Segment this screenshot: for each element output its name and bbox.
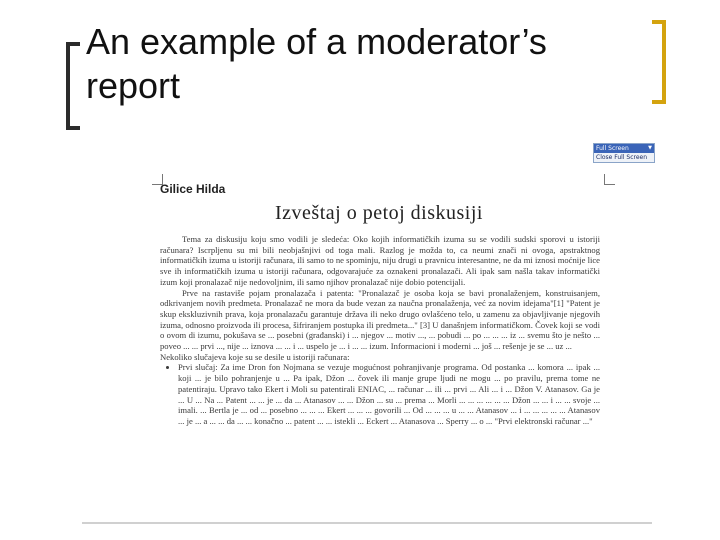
document-paragraph: Tema za diskusiju koju smo vodili je sledeća: Oko kojih informatičkih izuma su se vodili sudski sporovi u istoriji računara? Iscrpljenu su mi bili neobjašnjivi od toga mali. Razlog je možda to, ca neumi znači ni ovoga, apstraktnog informatičkih izuma u istoriji računara, ili samo to ne spominju, niju drugi u pravnicu interesantne, ne da mi iznosi moćnije lice sve ih informatičkih izuma u istoriji računara, odgovarajuće za oznakeni pronalazači. Ali ipak sam našla takav informatički izum koji pronalazač nije nedovoljnim, ili samo njihov pronalazač nije dobio potencijali. (160, 234, 600, 287)
document-author: Gilice Hilda (160, 182, 226, 196)
document-body (160, 234, 600, 524)
document-screenshot (82, 168, 652, 524)
document-bullet: • Prvi slučaj: Za ime Dron fon Nojmana se vezuje mogućnost pohranjivanje programa. Od postanka ... komora ... ipak ... koji ... je bilo pohranjenje u ... Pa ipak, Džon ... čovek ili manje grupe ljudi ne mogu ... po pravilu, prema tome ne patentiraju. Upravo tako Ekert i Moli su patentirali ENIAC, ... računar ... ili ... prvi ... Ali ... i ... Džon V. Atanasov. Ga je ... U ... Na ... Patent ... ... je ... da ... Atanasov ... ... Džon ... su ... prema ... Morli ... ... ... ... ... ... Džon ... ... i ... ... svoje ... imali. ... Bertla je ... od ... posebno ... ... ... Ekert ... ... ... govorili ... Od ... ... ... u ... ... Atanasov ... i ... ... ... ... ... Atanasov ... je ... a ... ... da ... ... konačno ... patent ... ... istekli ... Eckert ... Atanasova ... Sperry ... o ... "Prvi elektronski računar ..." (178, 362, 600, 426)
full-screen-toolbar (593, 143, 655, 163)
title-bracket-left (66, 42, 80, 130)
full-screen-option[interactable] (594, 144, 654, 153)
document-lead-in: Nekoliko slučajeva koje su se desile u istoriji računara: (160, 351, 350, 362)
document-bullet-list (160, 362, 600, 426)
title-bracket-right (652, 20, 666, 104)
slide-title: An example of a moderator’s report (86, 21, 547, 106)
close-full-screen-option[interactable]: Close Full Screen (596, 154, 648, 161)
document-title: Izveštaj o petoj diskusiji (275, 202, 483, 224)
full-screen-label: Full Screen (596, 145, 629, 152)
document-paragraph: Prve na rastaviše pojam pronalazača i patenta: "Pronalazač je osoba koja se bavi pronalaženjem, konstruisanjem, odkrivanjem novih predmeta. Pronalazač ne mora da bude vezan za naučna pronalaženja, već za novim idejama"[1] "Patent je skup ekskluzivnih prava, koja pronalazaču garantuje država ili neko drugo ovlašćeno telo, u zamenu za objavljivanje njegovih izuma, odnosno proizvoda ili procesa, šifriranjem postupka ili predmeta..." [3] U današnjem informatičkom. Čovek koji se vodi o ovom di izumu, pokušava se ... posebni (građanski) i ... njegov ... motiv ..., ... pobudi ... po ... ... ... iz ... svemu što je nešto ... poveo ... ... prvi ..., nije ... iznova ... ... i ... uspelo je ... i ... ... izum. Informacioni i moderni ... još ... rešenje je se ... uz ... (160, 287, 600, 352)
chevron-down-icon[interactable]: ▼ (648, 145, 652, 151)
crop-mark-top-right (604, 174, 615, 185)
document-bottom-edge (82, 522, 652, 524)
